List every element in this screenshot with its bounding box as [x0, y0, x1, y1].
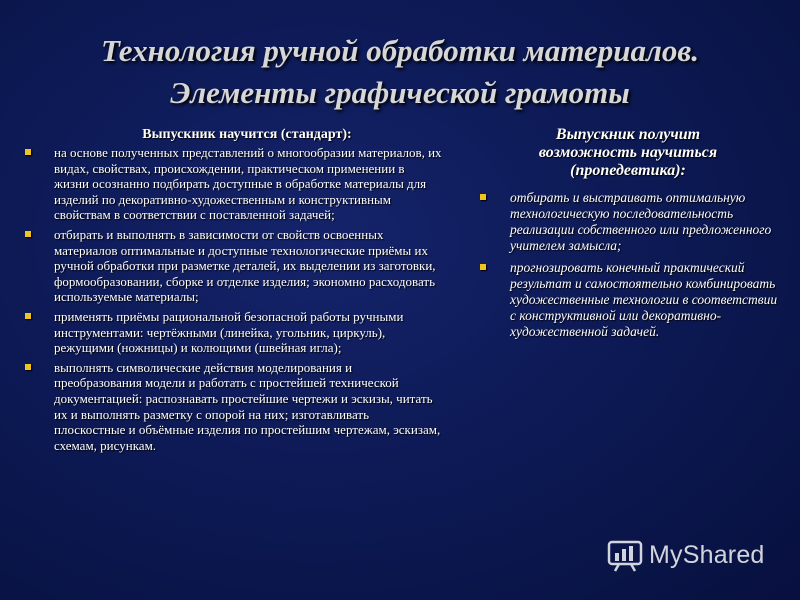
list-item-text: отбирать и выполнять в зависимости от свойств освоенных материалов оптимальные и доступные технологические приёмы их ручной обработки при разметке деталей, их выделении из заготовки, формообразовании, сборке и отделке изделия; экономно расходовать используемые материалы;	[54, 226, 436, 305]
list-item	[22, 145, 442, 223]
left-bullet-list	[22, 145, 442, 453]
bullet-square-icon	[480, 194, 486, 200]
list-item	[478, 190, 778, 254]
right-bullet-list	[478, 190, 778, 340]
left-column	[22, 126, 442, 457]
watermark-text: MyShared	[649, 540, 765, 569]
myshared-logo-icon	[607, 538, 643, 572]
bullet-square-icon	[25, 149, 31, 155]
right-column	[478, 126, 778, 346]
list-item	[478, 260, 778, 340]
list-item-text: прогнозировать конечный практический результат и самостоятельно комбинировать художественные технологии в соответствии с конструктивной или декоративно-художественной задачей.	[510, 260, 778, 339]
list-item	[22, 309, 442, 356]
list-item-text: отбирать и выстраивать оптимальную технологическую последовательность реализации собственного или предложенного учителем замысла;	[510, 190, 772, 253]
slide-title	[0, 30, 800, 114]
bullet-square-icon	[480, 264, 486, 270]
right-heading-line-3: (пропедевтика):	[570, 162, 686, 179]
slide-title-line-2: Элементы графической грамоты	[170, 75, 630, 110]
slide-title-line-1: Технология ручной обработки материалов.	[100, 33, 700, 68]
right-column-heading	[478, 126, 778, 180]
list-item	[22, 360, 442, 454]
bullet-square-icon	[25, 364, 31, 370]
bullet-square-icon	[25, 313, 31, 319]
list-item	[22, 227, 442, 305]
left-column-heading: Выпускник научится (стандарт):	[142, 127, 352, 142]
list-item-text: выполнять символические действия моделирования и преобразования модели и работать с простейшей технической документацией: распознавать простейшие чертежи и эскизы, читать их и выполнять разметку с опорой на них; изготавливать плоскостные и объёмные изделия по простейшим чертежам, эскизам, схемам, рисункам.	[54, 359, 441, 453]
list-item-text: на основе полученных представлений о многообразии материалов, их видах, свойствах, происхождении, практическом применении в жизни осознанно подбирать доступные в обработке материалы для изделий по декоративно-художественным и конструктивным свойствам в соответствии с поставленной задачей;	[54, 145, 442, 223]
right-heading-line-1: Выпускник получит	[555, 126, 701, 143]
bullet-square-icon	[25, 231, 31, 237]
right-heading-line-2: возможность научиться	[538, 144, 718, 161]
myshared-watermark	[607, 535, 787, 575]
list-item-text: применять приёмы рациональной безопасной работы ручными инструментами: чертёжными (линейка, угольник, циркуль), режущими (ножницы) и колющими (швейная игла);	[54, 308, 404, 356]
